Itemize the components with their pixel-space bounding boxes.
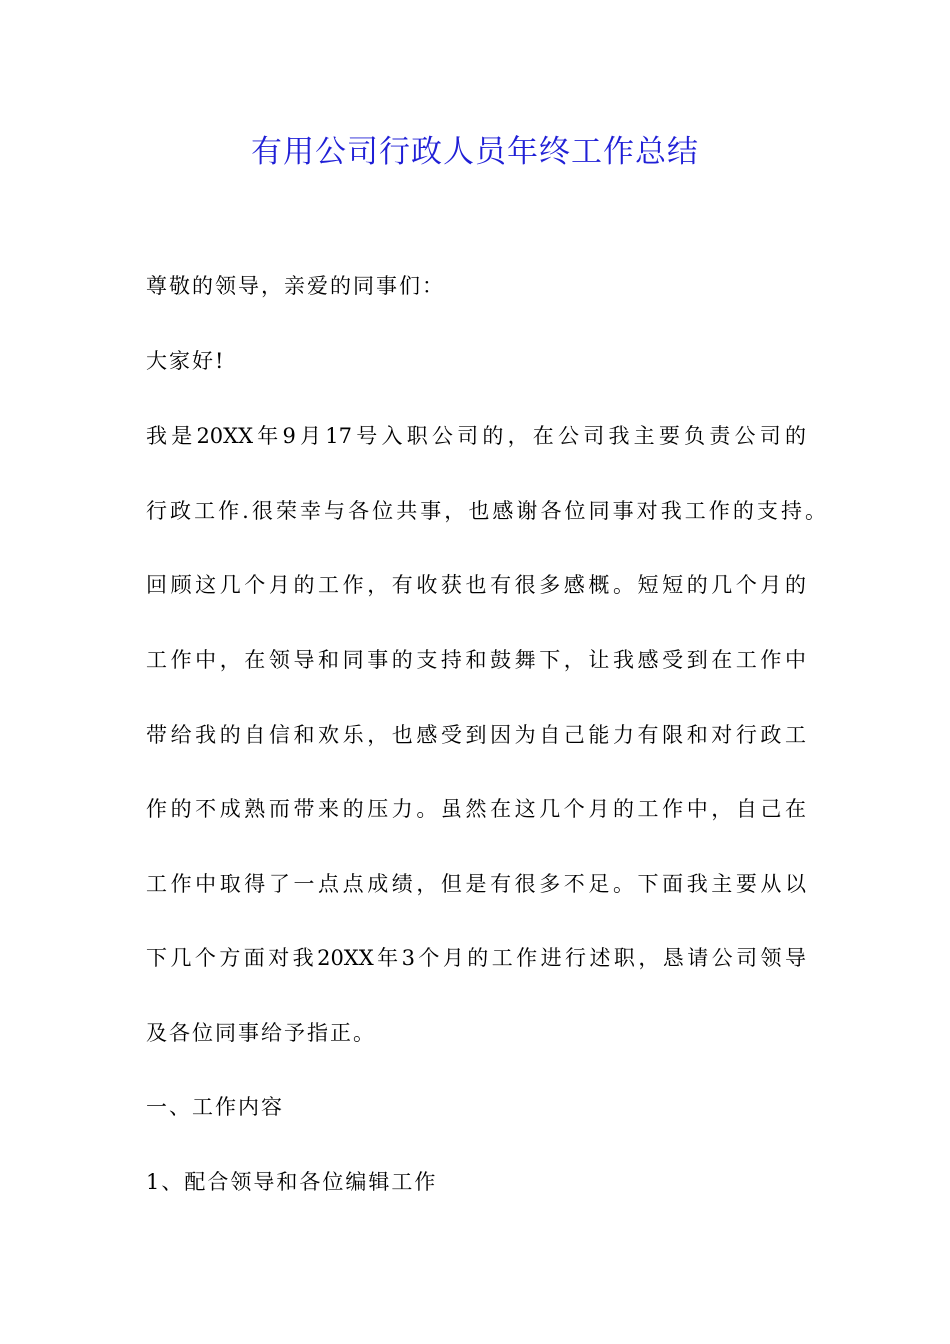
paragraph-line: 我是20XX年9月17号入职公司的，在公司我主要负责公司的 [146,424,806,448]
subsection-heading: 1、配合领导和各位编辑工作 [146,1170,438,1194]
salutation-line: 尊敬的领导，亲爱的同事们： [146,274,445,298]
paragraph-line: 工作中，在领导和同事的支持和鼓舞下，让我感受到在工作中 [146,648,806,672]
paragraph-line: 及各位同事给予指正。 [146,1021,376,1045]
paragraph-line: 作的不成熟而带来的压力。虽然在这几个月的工作中，自己在 [146,797,806,821]
paragraph-line: 工作中取得了一点点成绩，但是有很多不足。下面我主要从以 [146,872,806,896]
section-heading: 一、工作内容 [146,1095,284,1119]
document-title: 有用公司行政人员年终工作总结 [251,134,699,170]
paragraph-line: 下几个方面对我20XX年3个月的工作进行述职，恳请公司领导 [146,946,806,970]
paragraph-line: 带给我的自信和欢乐，也感受到因为自己能力有限和对行政工 [146,723,806,747]
paragraph-line: 回顾这几个月的工作，有收获也有很多感概。短短的几个月的 [146,573,806,597]
greeting-line: 大家好! [146,349,226,373]
paragraph-line: 行政工作.很荣幸与各位共事，也感谢各位同事对我工作的支持。 [146,499,826,523]
